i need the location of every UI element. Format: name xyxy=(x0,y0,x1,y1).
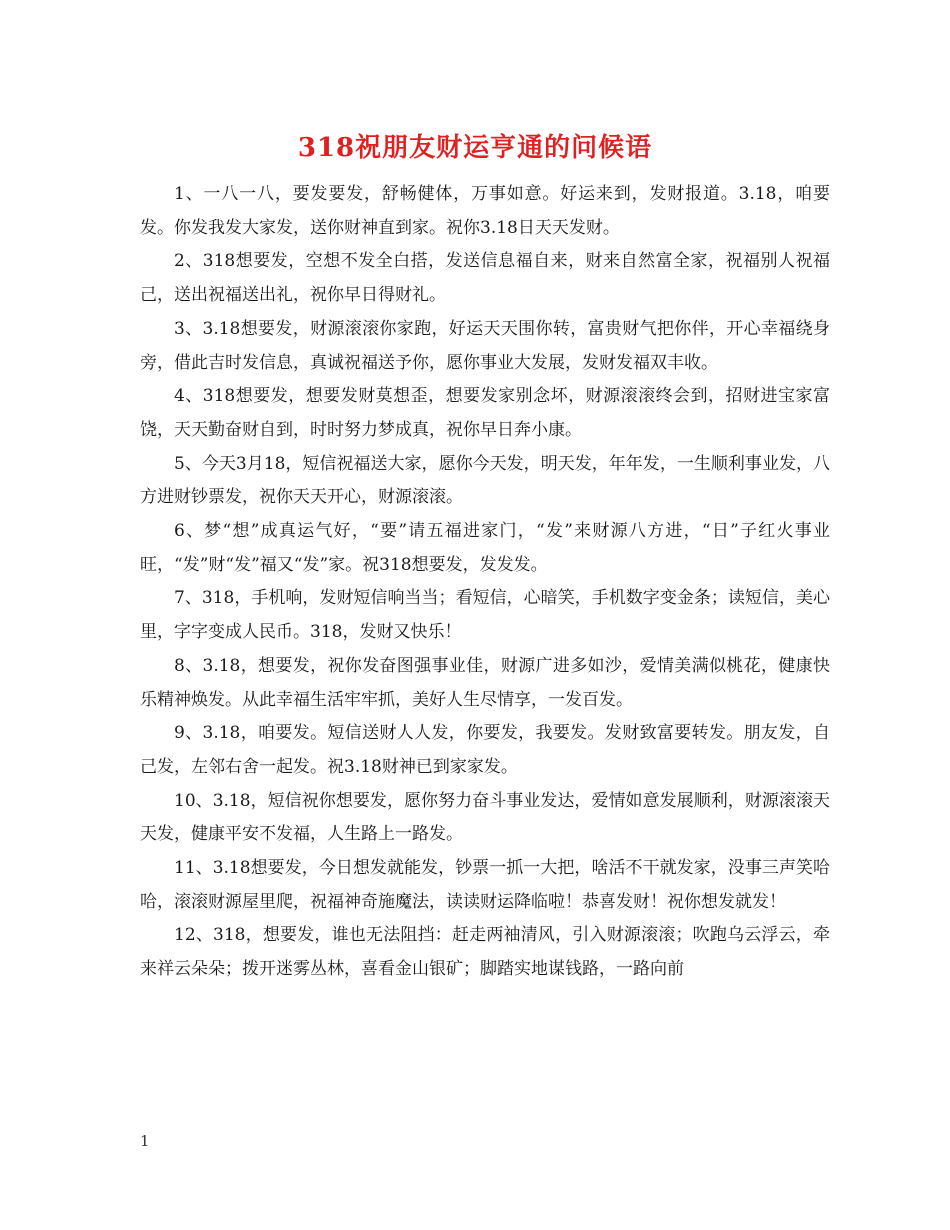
paragraph-3: 3、3.18想要发，财源滚滚你家跑，好运天天围你转，富贵财气把你伴，开心幸福绕身旁，借此吉时发信息，真诚祝福送予你，愿你事业大发展，发财发福双丰收。 xyxy=(140,318,830,373)
document-body xyxy=(140,178,830,987)
paragraph-12: 12、318，想要发，谁也无法阻挡：赶走两袖清风，引入财源滚滚；吹跑乌云浮云，牵来祥云朵朵；拨开迷雾丛林，喜看金山银矿；脚踏实地谋钱路，一路向前 xyxy=(140,925,830,980)
page-number: 1 xyxy=(140,1132,150,1150)
paragraph-1: 1、一八一八，要发要发，舒畅健体，万事如意。好运来到，发财报道。3.18，咱要发。你发我发大家发，送你财神直到家。祝你3.18日天天发财。 xyxy=(140,184,830,238)
paragraph-4: 4、318想要发，想要发财莫想歪，想要发家别念坏，财源滚滚终会到，招财进宝家富饶，天天勤奋财自到，时时努力梦成真，祝你早日奔小康。 xyxy=(140,386,830,440)
paragraph-2: 2、318想要发，空想不发全白搭，发送信息福自来，财来自然富全家，祝福别人祝福己，送出祝福送出礼，祝你早日得财礼。 xyxy=(140,251,830,306)
paragraph-10: 10、3.18，短信祝你想要发，愿你努力奋斗事业发达，爱情如意发展顺利，财源滚滚天天发，健康平安不发福，人生路上一路发。 xyxy=(140,790,830,845)
paragraph-8: 8、3.18，想要发，祝你发奋图强事业佳，财源广进多如沙，爱情美满似桃花，健康快乐精神焕发。从此幸福生活牢牢抓，美好人生尽情享，一发百发。 xyxy=(140,655,830,710)
paragraph-6: 6、梦“想”成真运气好，“要”请五福进家门，“发”来财源八方进，“日”子红火事业旺，“发”财“发”福又“发”家。祝318想要发，发发发。 xyxy=(140,521,830,575)
paragraph-7: 7、318，手机响，发财短信响当当；看短信，心暗笑，手机数字变金条；读短信，美心里，字字变成人民币。318，发财又快乐！ xyxy=(140,588,830,643)
paragraph-9: 9、3.18，咱要发。短信送财人人发，你要发，我要发。发财致富要转发。朋友发，自己发，左邻右舍一起发。祝3.18财神已到家家发。 xyxy=(140,723,830,777)
document-title: 318祝朋友财运亨通的问候语 xyxy=(297,133,653,163)
paragraph-11: 11、3.18想要发，今日想发就能发，钞票一抓一大把，啥活不干就发家，没事三声笑哈哈，滚滚财源屋里爬，祝福神奇施魔法，读读财运降临啦！恭喜发财！祝你想发就发！ xyxy=(140,858,830,912)
paragraph-5: 5、今天3月18，短信祝福送大家，愿你今天发，明天发，年年发，一生顺利事业发，八方进财钞票发，祝你天天开心，财源滚滚。 xyxy=(140,453,830,508)
